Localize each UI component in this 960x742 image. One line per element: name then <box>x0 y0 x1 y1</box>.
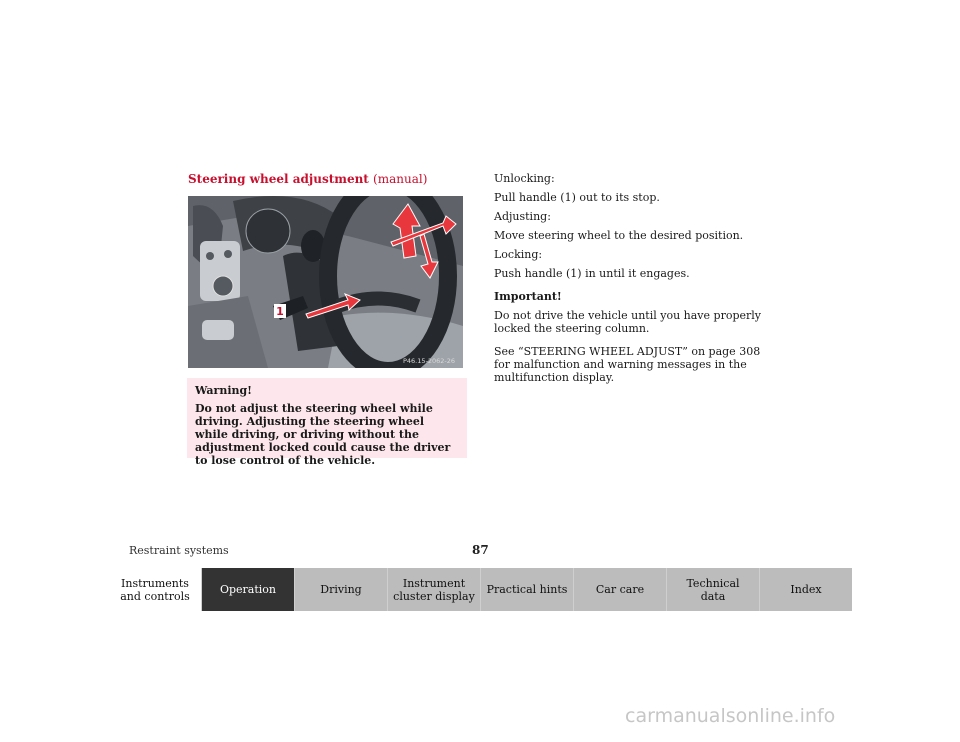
locking-text: Push handle (1) in until it engages. <box>494 267 690 280</box>
page-number: 87 <box>472 543 489 557</box>
tab-instruments-and-controls[interactable]: Instruments and controls <box>109 568 202 611</box>
footer-section-name: Restraint systems <box>129 544 229 557</box>
figure-code: P46.15-2062-26 <box>402 357 455 365</box>
callout-number: 1 <box>276 305 284 318</box>
important-label: Important! <box>494 290 562 303</box>
chapter-nav <box>109 568 852 611</box>
illustration-svg <box>188 196 463 368</box>
unlocking-text: Pull handle (1) out to its stop. <box>494 191 660 204</box>
tab-instrument-cluster-display[interactable]: Instrument cluster display <box>388 568 481 611</box>
tab-driving[interactable]: Driving <box>295 568 388 611</box>
watermark: carmanualsonline.info <box>625 705 836 727</box>
steering-wheel-illustration <box>188 196 463 368</box>
adjusting-text: Move steering wheel to the desired position. <box>494 229 744 242</box>
tab-car-care[interactable]: Car care <box>574 568 667 611</box>
instructions-column <box>494 172 779 394</box>
tab-practical-hints[interactable]: Practical hints <box>481 568 574 611</box>
section-title-text: Steering wheel adjustment <box>188 172 369 186</box>
unlocking-label: Unlocking: <box>494 172 555 185</box>
warning-box <box>187 378 467 467</box>
tab-technical-data[interactable]: Technical data <box>667 568 760 611</box>
adjusting-label: Adjusting: <box>494 210 551 223</box>
see-reference-text: See “STEERING WHEEL ADJUST” on page 308 for malfunction and warning messages in the multifunction display. <box>494 345 761 384</box>
warning-text: Do not adjust the steering wheel while driving. Adjusting the steering wheel while driving, or driving without the adjustment locked could cause the driver to lose control of the vehicle. <box>195 402 451 467</box>
tab-operation[interactable]: Operation <box>202 568 295 611</box>
section-subtitle: (manual) <box>373 172 428 186</box>
locking-label: Locking: <box>494 248 543 261</box>
important-text: Do not drive the vehicle until you have properly locked the steering column. <box>494 309 761 335</box>
warning-title: Warning! <box>195 384 253 397</box>
tab-index[interactable]: Index <box>760 568 852 611</box>
section-title <box>188 172 427 186</box>
